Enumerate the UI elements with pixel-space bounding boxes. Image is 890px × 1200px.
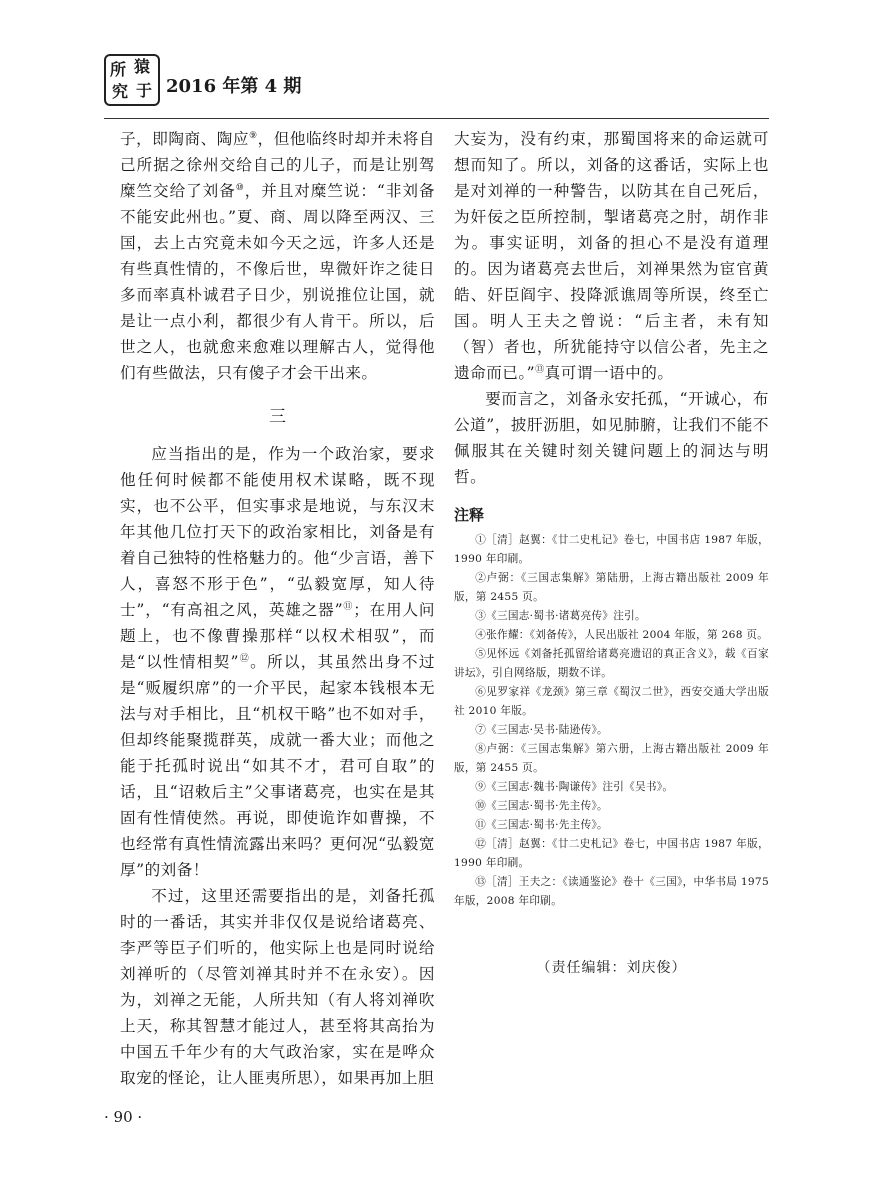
note-item: ⑦《三国志·吴书·陆逊传》。 xyxy=(475,724,608,736)
paragraph: 不过，这里还需要指出的是，刘备托孤时的一番话，其实并非仅仅是说给诸葛亮、李严等臣子们听的，他实际上也是同时说给刘禅听的（尽管刘禅其时并不在永安）。因为，刘禅之无能，人所共知（有人将刘禅吹上天，称其智慧才能过人，甚至将其高抬为中国五千年少有的大气政治家，实在是哗众取宠的怪论，让人匪夷所思），如果再加上胆 xyxy=(120,887,435,1087)
note-item: ⑨《三国志·魏书·陶谦传》注引《吴书》。 xyxy=(475,781,674,793)
notes-title: 注释 xyxy=(454,506,485,524)
text: 。所以，其虽然出身不过是“贩履织席”的一介平民，起家本钱根本无法与对手相比，且“机权干略”也不如对手，但却终能聚揽群英，成就一番大业；而他之能于托孤时说出“如其不才，君可自取”的话，且“诏敕后主”父事诸葛亮，也实在是其固有性情使然。再说，即使诡诈如曹操，不也经常有真性情流露出来吗？更何况“弘毅宽厚”的刘备！ xyxy=(120,653,435,879)
left-column xyxy=(120,126,435,1091)
paragraph xyxy=(120,126,435,386)
issue-label: 2016 年第 4 期 xyxy=(166,76,302,97)
header-rule xyxy=(104,118,769,119)
paragraph: 要而言之，刘备永安托孤，“开诚心，布公道”，披肝沥胆，如见肺腑，让我们不能不佩服其在关键时刻关键问题上的洞达与明哲。 xyxy=(454,390,769,486)
text: 子，即陶商、陶应 xyxy=(120,130,250,148)
text: ，并且对糜竺说：“非刘备不能安此州也。”夏、商、周以降至两汉、三国，去上古究竟未如今天之远，许多人还是有些真性情的，不像后世，卑微奸诈之徒日多而率真朴诚君子日少，别说推位让国，就是让一点小利，都很少有人肯干。所以，后世之人，也就愈来愈难以理解古人，觉得他们有些做法，只有傻子才会干出来。 xyxy=(120,182,435,382)
logo-char: 于 xyxy=(136,81,153,100)
footnote-ref: ⑬ xyxy=(535,364,545,375)
paragraph xyxy=(454,126,769,386)
note-item: ⑧卢弼：《三国志集解》第六册，上海古籍出版社 2009 年版，第 2455 页。 xyxy=(454,743,769,774)
footnote-ref: ⑪ xyxy=(343,601,354,612)
text: 真可谓一语中的。 xyxy=(544,364,674,382)
text: ；在用人问题上，也不像曹操那样“以权术相驭”，而是“以性情相契” xyxy=(120,601,435,671)
note-item: ⑪《三国志·蜀书·先主传》。 xyxy=(475,819,608,831)
note-item: ⑩《三国志·蜀书·先主传》。 xyxy=(475,800,608,812)
page-header xyxy=(104,50,769,116)
page-number: · 90 · xyxy=(104,1108,143,1126)
logo-char: 所 xyxy=(110,60,127,79)
note-item: ⑤见怀远《刘备托孤留给诸葛亮遗诏的真正含义》，载《百家讲坛》，引自网络版，期数不详。 xyxy=(454,648,769,679)
note-item: ④张作耀：《刘备传》，人民出版社 2004 年版，第 268 页。 xyxy=(475,629,769,641)
text: 大妄为，没有约束，那蜀国将来的命运就可想而知了。所以，刘备的这番话，实际上也是对刘禅的一种警告，以防其在自己死后，为奸佞之臣所控制，掣诸葛亮之肘，胡作非为。事实证明，刘备的担心不是没有道理的。因为诸葛亮去世后，刘禅果然为宦官黄皓、奸臣阎宇、投降派谯周等所误，终至亡国。明人王夫之曾说：“后主者，未有知（智）者也，所犹能持守以信公者，先主之遗命而已。” xyxy=(454,130,769,382)
footnote-ref: ⑨ xyxy=(249,130,258,141)
note-item: ⑥见罗家祥《龙颈》第三章《蜀汉二世》，西安交通大学出版社 2010 年版。 xyxy=(454,686,769,717)
text: 应当指出的是，作为一个政治家，要求他任何时候都不能使用权术谋略，既不现实，也不公平，但实事求是地说，与东汉末年其他几位打天下的政治家相比，刘备是有着自己独特的性格魅力的。他“少言语，善下人，喜怒不形于色”，“弘毅宽厚，知人待士”，“有高祖之风，英雄之器” xyxy=(120,445,435,619)
note-item: ①［清］赵翼：《廿二史札记》卷七，中国书店 1987 年版，1990 年印刷。 xyxy=(454,534,769,565)
note-item: ③《三国志·蜀书·诸葛亮传》注引。 xyxy=(475,610,646,622)
right-column xyxy=(454,126,769,977)
logo-char: 猿 xyxy=(134,57,151,76)
journal-logo xyxy=(104,54,160,106)
note-item: ⑫［清］赵翼：《廿二史札记》卷七，中国书店 1987 年版，1990 年印刷。 xyxy=(454,838,769,869)
logo-char: 究 xyxy=(112,82,129,101)
paragraph xyxy=(120,441,435,883)
text: ，但他临终时却并未将自己所据之徐州交给自己的儿子，而是让别驾糜竺交给了刘备 xyxy=(120,130,435,200)
footnote-ref: ⑫ xyxy=(239,653,251,664)
note-item: ②卢弼：《三国志集解》第陆册，上海古籍出版社 2009 年版，第 2455 页。 xyxy=(454,572,769,603)
section-heading: 三 xyxy=(269,407,286,427)
responsible-editor: （责任编辑：刘庆俊） xyxy=(536,960,687,976)
notes-list xyxy=(454,531,769,911)
footnote-ref: ⑩ xyxy=(235,182,245,193)
note-item: ⑬［清］王夫之：《读通鉴论》卷十《三国》，中华书局 1975 年版，2008 年印刷。 xyxy=(454,876,769,907)
